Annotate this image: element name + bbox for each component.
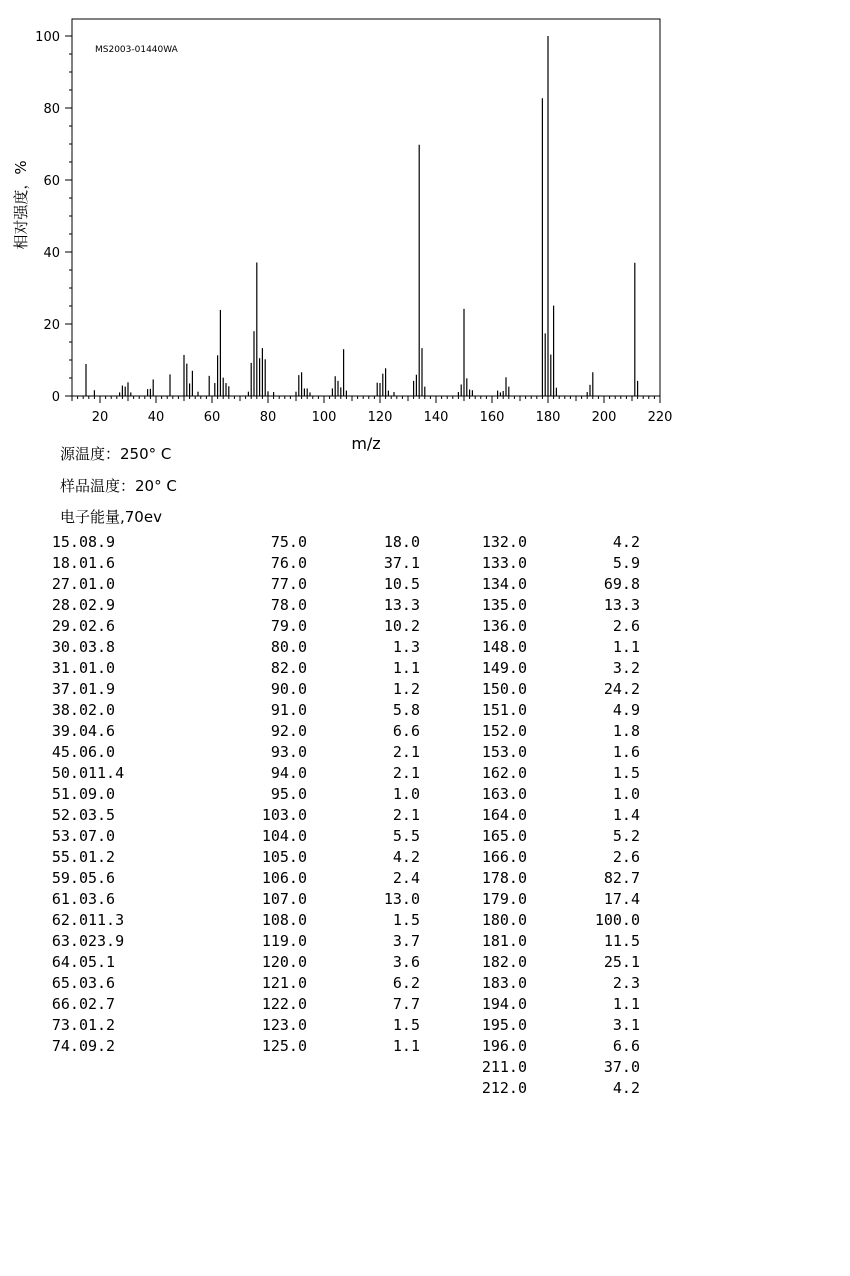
intensity-value: 4.2 — [392, 848, 420, 866]
mz-value: 39.0 — [51, 722, 88, 740]
x-axis — [72, 396, 672, 425]
intensity-value: 2.6 — [612, 617, 640, 635]
mz-value: 123.0 — [261, 1016, 307, 1034]
x-tick-label: 20 — [91, 410, 109, 425]
peak-row — [40, 994, 116, 1015]
x-tick-label: 60 — [203, 410, 221, 425]
intensity-value: 37.0 — [603, 1058, 640, 1076]
intensity-value: 2.6 — [612, 848, 640, 866]
intensity-value: 1.8 — [612, 722, 640, 740]
intensity-value: 2.0 — [88, 701, 116, 719]
mz-value: 194.0 — [481, 995, 527, 1013]
peak-row — [245, 931, 420, 952]
mass-spectrum-chart — [0, 0, 850, 470]
mz-value: 212.0 — [481, 1079, 527, 1097]
peak-row — [245, 805, 420, 826]
intensity-value: 1.5 — [612, 764, 640, 782]
mz-value: 148.0 — [481, 638, 527, 656]
mz-value: 164.0 — [481, 806, 527, 824]
y-tick-label: 40 — [43, 246, 60, 261]
mz-value: 211.0 — [481, 1058, 527, 1076]
mz-value: 27.0 — [51, 575, 88, 593]
peak-row — [40, 742, 116, 763]
intensity-value: 1.9 — [88, 680, 116, 698]
peak-row — [465, 1057, 640, 1078]
intensity-value: 1.2 — [88, 848, 116, 866]
intensity-value: 6.0 — [88, 743, 116, 761]
intensity-value: 4.6 — [88, 722, 116, 740]
mz-value: 53.0 — [51, 827, 88, 845]
mz-value: 195.0 — [481, 1016, 527, 1034]
peak-row — [40, 784, 116, 805]
mz-value: 65.0 — [51, 974, 88, 992]
intensity-value: 1.5 — [392, 911, 420, 929]
mz-value: 80.0 — [270, 638, 307, 656]
intensity-value: 17.4 — [603, 890, 640, 908]
mz-value: 63.0 — [51, 932, 88, 950]
y-tick-label: 0 — [51, 390, 60, 405]
mz-value: 92.0 — [270, 722, 307, 740]
mz-value: 180.0 — [481, 911, 527, 929]
peak-row — [245, 952, 420, 973]
peak-row — [245, 658, 420, 679]
intensity-value: 2.1 — [392, 743, 420, 761]
mz-value: 75.0 — [270, 533, 307, 551]
intensity-value: 2.6 — [88, 617, 116, 635]
mz-value: 149.0 — [481, 659, 527, 677]
peak-row — [40, 847, 116, 868]
peak-row — [40, 973, 116, 994]
intensity-value: 1.6 — [88, 554, 116, 572]
peak-row — [40, 595, 116, 616]
mz-value: 108.0 — [261, 911, 307, 929]
mz-value: 120.0 — [261, 953, 307, 971]
mz-value: 163.0 — [481, 785, 527, 803]
intensity-value: 11.4 — [88, 764, 125, 782]
mz-value: 94.0 — [270, 764, 307, 782]
intensity-value: 5.8 — [392, 701, 420, 719]
peak-row — [245, 595, 420, 616]
x-axis-label: m/z — [351, 434, 381, 453]
peak-row — [245, 532, 420, 553]
mz-value: 59.0 — [51, 869, 88, 887]
peak-row — [465, 742, 640, 763]
intensity-value: 3.1 — [612, 1016, 640, 1034]
peak-row — [245, 763, 420, 784]
intensity-value: 8.9 — [88, 533, 116, 551]
peak-row — [245, 1015, 420, 1036]
mz-value: 28.0 — [51, 596, 88, 614]
peak-row — [40, 868, 116, 889]
mz-value: 105.0 — [261, 848, 307, 866]
mz-value: 37.0 — [51, 680, 88, 698]
y-tick-label: 60 — [43, 174, 60, 189]
mz-value: 79.0 — [270, 617, 307, 635]
intensity-value: 3.8 — [88, 638, 116, 656]
peak-row — [465, 595, 640, 616]
mz-value: 121.0 — [261, 974, 307, 992]
mz-value: 45.0 — [51, 743, 88, 761]
mz-value: 152.0 — [481, 722, 527, 740]
peak-row — [40, 679, 116, 700]
intensity-value: 7.7 — [392, 995, 420, 1013]
chart-annotation: MS2003-01440WA — [95, 45, 178, 55]
intensity-value: 1.0 — [612, 785, 640, 803]
mz-value: 133.0 — [481, 554, 527, 572]
mz-value: 136.0 — [481, 617, 527, 635]
intensity-value: 25.1 — [603, 953, 640, 971]
intensity-value: 11.5 — [603, 932, 640, 950]
intensity-value: 13.0 — [383, 890, 420, 908]
intensity-value: 5.5 — [392, 827, 420, 845]
y-tick-label: 20 — [43, 318, 60, 333]
mz-value: 64.0 — [51, 953, 88, 971]
mz-value: 196.0 — [481, 1037, 527, 1055]
intensity-value: 82.7 — [603, 869, 640, 887]
intensity-value: 1.1 — [392, 1037, 420, 1055]
peak-row — [40, 805, 116, 826]
intensity-value: 1.2 — [88, 1016, 116, 1034]
mz-value: 55.0 — [51, 848, 88, 866]
peak-row — [465, 763, 640, 784]
intensity-value: 4.9 — [612, 701, 640, 719]
peak-row — [40, 1036, 116, 1057]
peak-row — [40, 889, 116, 910]
plot-frame — [72, 19, 660, 396]
peak-row — [465, 805, 640, 826]
mz-value: 165.0 — [481, 827, 527, 845]
intensity-value: 1.3 — [392, 638, 420, 656]
intensity-value: 13.3 — [603, 596, 640, 614]
intensity-value: 9.2 — [88, 1037, 116, 1055]
peak-row — [465, 994, 640, 1015]
intensity-value: 2.1 — [392, 806, 420, 824]
mz-value: 74.0 — [51, 1037, 88, 1055]
peak-row — [40, 553, 116, 574]
mz-value: 15.0 — [51, 533, 88, 551]
peak-row — [465, 574, 640, 595]
x-tick-label: 120 — [367, 410, 393, 425]
intensity-value: 5.2 — [612, 827, 640, 845]
peak-row — [40, 532, 116, 553]
intensity-value: 1.0 — [392, 785, 420, 803]
mz-value: 178.0 — [481, 869, 527, 887]
intensity-value: 1.0 — [88, 659, 116, 677]
mz-value: 135.0 — [481, 596, 527, 614]
mz-value: 82.0 — [270, 659, 307, 677]
intensity-value: 100.0 — [594, 911, 640, 929]
peak-row — [465, 679, 640, 700]
mz-value: 76.0 — [270, 554, 307, 572]
peak-row — [40, 931, 125, 952]
mz-value: 104.0 — [261, 827, 307, 845]
peak-row — [245, 721, 420, 742]
mz-value: 103.0 — [261, 806, 307, 824]
peak-row — [465, 532, 640, 553]
intensity-value: 37.1 — [383, 554, 420, 572]
mz-value: 78.0 — [270, 596, 307, 614]
mz-value: 61.0 — [51, 890, 88, 908]
intensity-value: 1.1 — [612, 638, 640, 656]
peak-row — [245, 826, 420, 847]
x-tick-label: 80 — [259, 410, 277, 425]
intensity-value: 3.2 — [612, 659, 640, 677]
mz-value: 150.0 — [481, 680, 527, 698]
mz-value: 66.0 — [51, 995, 88, 1013]
mz-value: 162.0 — [481, 764, 527, 782]
peak-row — [465, 1015, 640, 1036]
mz-value: 29.0 — [51, 617, 88, 635]
mz-value: 51.0 — [51, 785, 88, 803]
intensity-value: 4.2 — [612, 1079, 640, 1097]
peak-row — [465, 868, 640, 889]
mz-value: 183.0 — [481, 974, 527, 992]
mz-value: 107.0 — [261, 890, 307, 908]
sample-temperature: 样品温度：20° C — [60, 477, 177, 495]
intensity-value: 1.4 — [612, 806, 640, 824]
mz-value: 153.0 — [481, 743, 527, 761]
peak-row — [465, 553, 640, 574]
intensity-value: 2.1 — [392, 764, 420, 782]
peak-row — [465, 973, 640, 994]
mz-value: 95.0 — [270, 785, 307, 803]
peak-row — [465, 826, 640, 847]
intensity-value: 13.3 — [383, 596, 420, 614]
peak-row — [40, 637, 116, 658]
peak-row — [40, 721, 116, 742]
intensity-value: 1.1 — [612, 995, 640, 1013]
peak-row — [465, 658, 640, 679]
peak-table-column — [40, 532, 125, 1057]
peak-row — [245, 889, 420, 910]
peak-row — [40, 658, 116, 679]
intensity-value: 3.7 — [392, 932, 420, 950]
y-axis-label: 相对强度，% — [12, 160, 30, 250]
peak-row — [245, 784, 420, 805]
mz-value: 38.0 — [51, 701, 88, 719]
peak-row — [40, 1015, 116, 1036]
mz-value: 18.0 — [51, 554, 88, 572]
mz-value: 125.0 — [261, 1037, 307, 1055]
peak-row — [465, 700, 640, 721]
peak-row — [245, 679, 420, 700]
peak-row — [465, 889, 640, 910]
mz-value: 181.0 — [481, 932, 527, 950]
peak-row — [245, 742, 420, 763]
intensity-value: 18.0 — [383, 533, 420, 551]
intensity-value: 1.6 — [612, 743, 640, 761]
intensity-value: 69.8 — [603, 575, 640, 593]
peak-table-column — [245, 532, 420, 1057]
intensity-value: 10.5 — [383, 575, 420, 593]
electron-energy: 电子能量,70ev — [60, 508, 162, 526]
intensity-value: 3.5 — [88, 806, 116, 824]
peak-row — [245, 847, 420, 868]
peak-row — [40, 952, 116, 973]
y-axis — [35, 30, 72, 405]
x-tick-label: 200 — [591, 410, 617, 425]
mz-value: 93.0 — [270, 743, 307, 761]
peak-row — [245, 994, 420, 1015]
mz-value: 182.0 — [481, 953, 527, 971]
intensity-value: 6.6 — [392, 722, 420, 740]
mz-value: 30.0 — [51, 638, 88, 656]
intensity-value: 6.2 — [392, 974, 420, 992]
y-tick-label: 80 — [43, 102, 60, 117]
x-tick-label: 100 — [311, 410, 337, 425]
peak-row — [245, 574, 420, 595]
peak-row — [465, 931, 640, 952]
peak-row — [465, 1036, 640, 1057]
peak-row — [245, 973, 420, 994]
intensity-value: 1.1 — [392, 659, 420, 677]
mz-value: 179.0 — [481, 890, 527, 908]
source-temperature: 源温度：250° C — [60, 445, 172, 463]
peak-row — [245, 637, 420, 658]
peak-row — [245, 868, 420, 889]
peak-table-column — [465, 532, 640, 1099]
intensity-value: 6.6 — [612, 1037, 640, 1055]
peak-row — [40, 763, 125, 784]
x-tick-label: 40 — [147, 410, 165, 425]
mz-value: 132.0 — [481, 533, 527, 551]
mz-value: 166.0 — [481, 848, 527, 866]
mz-value: 73.0 — [51, 1016, 88, 1034]
x-tick-label: 140 — [423, 410, 449, 425]
peak-row — [40, 700, 116, 721]
peak-row — [245, 700, 420, 721]
intensity-value: 9.0 — [88, 785, 116, 803]
intensity-value: 23.9 — [88, 932, 125, 950]
intensity-value: 5.9 — [612, 554, 640, 572]
mz-value: 119.0 — [261, 932, 307, 950]
intensity-value: 10.2 — [383, 617, 420, 635]
intensity-value: 4.2 — [612, 533, 640, 551]
peak-row — [245, 910, 420, 931]
intensity-value: 11.3 — [88, 911, 125, 929]
peak-row — [465, 784, 640, 805]
intensity-value: 1.0 — [88, 575, 116, 593]
intensity-value: 2.4 — [392, 869, 420, 887]
peak-row — [465, 616, 640, 637]
mz-value: 52.0 — [51, 806, 88, 824]
peak-row — [245, 616, 420, 637]
x-tick-label: 180 — [535, 410, 561, 425]
mz-value: 50.0 — [51, 764, 88, 782]
intensity-value: 24.2 — [603, 680, 640, 698]
peak-row — [465, 1078, 640, 1099]
peak-row — [40, 574, 116, 595]
intensity-value: 7.0 — [88, 827, 116, 845]
y-tick-label: 100 — [35, 30, 60, 45]
peak-row — [40, 616, 116, 637]
intensity-value: 2.3 — [612, 974, 640, 992]
mz-value: 151.0 — [481, 701, 527, 719]
intensity-value: 2.9 — [88, 596, 116, 614]
mz-value: 134.0 — [481, 575, 527, 593]
peak-row — [465, 637, 640, 658]
peak-row — [245, 553, 420, 574]
x-tick-label: 220 — [647, 410, 673, 425]
mz-value: 62.0 — [51, 911, 88, 929]
mz-value: 106.0 — [261, 869, 307, 887]
intensity-value: 5.1 — [88, 953, 116, 971]
peak-row — [40, 826, 116, 847]
intensity-value: 1.5 — [392, 1016, 420, 1034]
mz-value: 77.0 — [270, 575, 307, 593]
mz-value: 122.0 — [261, 995, 307, 1013]
mz-value: 31.0 — [51, 659, 88, 677]
x-tick-label: 160 — [479, 410, 505, 425]
intensity-value: 1.2 — [392, 680, 420, 698]
intensity-value: 3.6 — [88, 890, 116, 908]
peak-row — [245, 1036, 420, 1057]
mz-value: 91.0 — [270, 701, 307, 719]
peak-row — [465, 910, 640, 931]
intensity-value: 3.6 — [392, 953, 420, 971]
peak-row — [40, 910, 125, 931]
peak-row — [465, 847, 640, 868]
spectrum-peaks — [86, 36, 638, 396]
intensity-value: 5.6 — [88, 869, 116, 887]
peak-row — [465, 721, 640, 742]
peak-row — [465, 952, 640, 973]
mz-value: 90.0 — [270, 680, 307, 698]
intensity-value: 2.7 — [88, 995, 116, 1013]
intensity-value: 3.6 — [88, 974, 116, 992]
